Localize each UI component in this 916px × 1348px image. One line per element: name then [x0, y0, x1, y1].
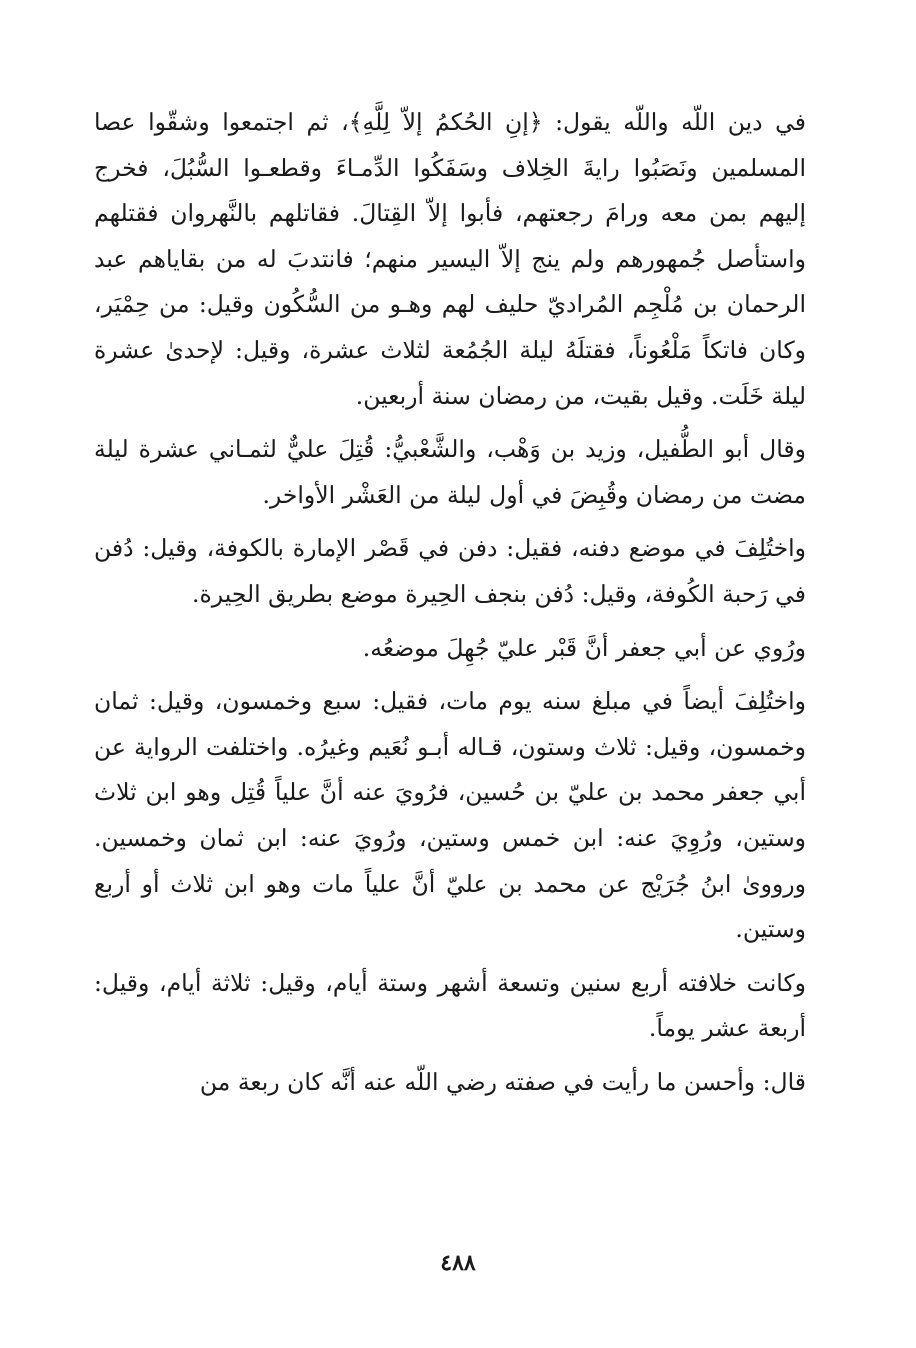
- body-text: [94, 100, 806, 1105]
- paragraph-4: ورُوي عن أبي جعفر أنَّ قَبْر عليّ جُهِلَ موضعُه.: [362, 633, 806, 662]
- paragraph-7: قال: وأحسن ما رأيت في صفته رضي اللّه عنه أنَّه كان ربعة من: [199, 1067, 806, 1096]
- paragraph-5: واختُلِفَ أيضاً في مبلغ سنه يوم مات، فقيل: سبع وخمسون، وقيل: ثمان وخمسون، وقيل: ثلاث وستون، قـاله أبـو نُعَيم وغيرُه. واختلفت الرواية عن أبي جعفر محمد بن عليّ بن حُسين، فرُويَ عنه أنَّ علياً قُتِل وهو ابن ثلاث وستين، ورُوِيَ عنه: ابن خمس وستين، ورُويَ عنه: ابن ثمان وخمسين. ورووىٰ ابنُ جُرَيْج عن محمد بن عليّ أنَّ علياً مات وهو ابن ثلاث أو أربع وستين.: [94, 687, 806, 944]
- paragraph-3: واختُلِفَ في موضع دفنه، فقيل: دفن في قَصْر الإمارة بالكوفة، وقيل: دُفن في رَحبة الكُوفة، وقيل: دُفن بنجف الحِيرة موضع بطريق الحِيرة.: [94, 534, 806, 608]
- page-number: ٤٨٨: [440, 1250, 476, 1276]
- paragraph-6: وكانت خلافته أربع سنين وتسعة أشهر وستة أيام، وقيل: ثلاثة أيام، وقيل: أربعة عشر يوماً.: [94, 968, 806, 1043]
- paragraph-2: وقال أبو الطُّفيل، وزيد بن وَهْب، والشَّعْبيُّ: قُتِلَ عليٌّ لثمـاني عشرة ليلة مضت من رمضان وقُبِضَ في أول ليلة من العَشْر الأواخر.: [94, 435, 806, 509]
- paragraph-1: في دين اللّه واللّه يقول: ﴿إنِ الحُكمُ إلاّ لِلَّهِ﴾، ثم اجتمعوا وشقّوا عصا المسلمين ونَصَبُوا رايةَ الخِلاف وسَفَكُوا الدِّمـاءَ وقطعـوا السُّبُلَ، فخرج إليهم بمن معه ورامَ رجعتهم، فأبوا إلاّ القِتالَ. فقاتلهم بالنَّهروان فقتلهم واستأصل جُمهورهم ولم ينج إلاّ اليسير منهم؛ فانتدبَ له من بقاياهم عبد الرحمان بن مُلْجِم المُراديّ حليف لهم وهـو من السُّكُون وقيل: من حِمْيَر، وكان فاتكاً مَلْعُوناً، فقتلَهُ ليلة الجُمُعة لثلاث عشرة، وقيل: لإحدىٰ عشرة ليلة خَلَت. وقيل بقيت، من رمضان سنة أربعين.: [94, 108, 806, 410]
